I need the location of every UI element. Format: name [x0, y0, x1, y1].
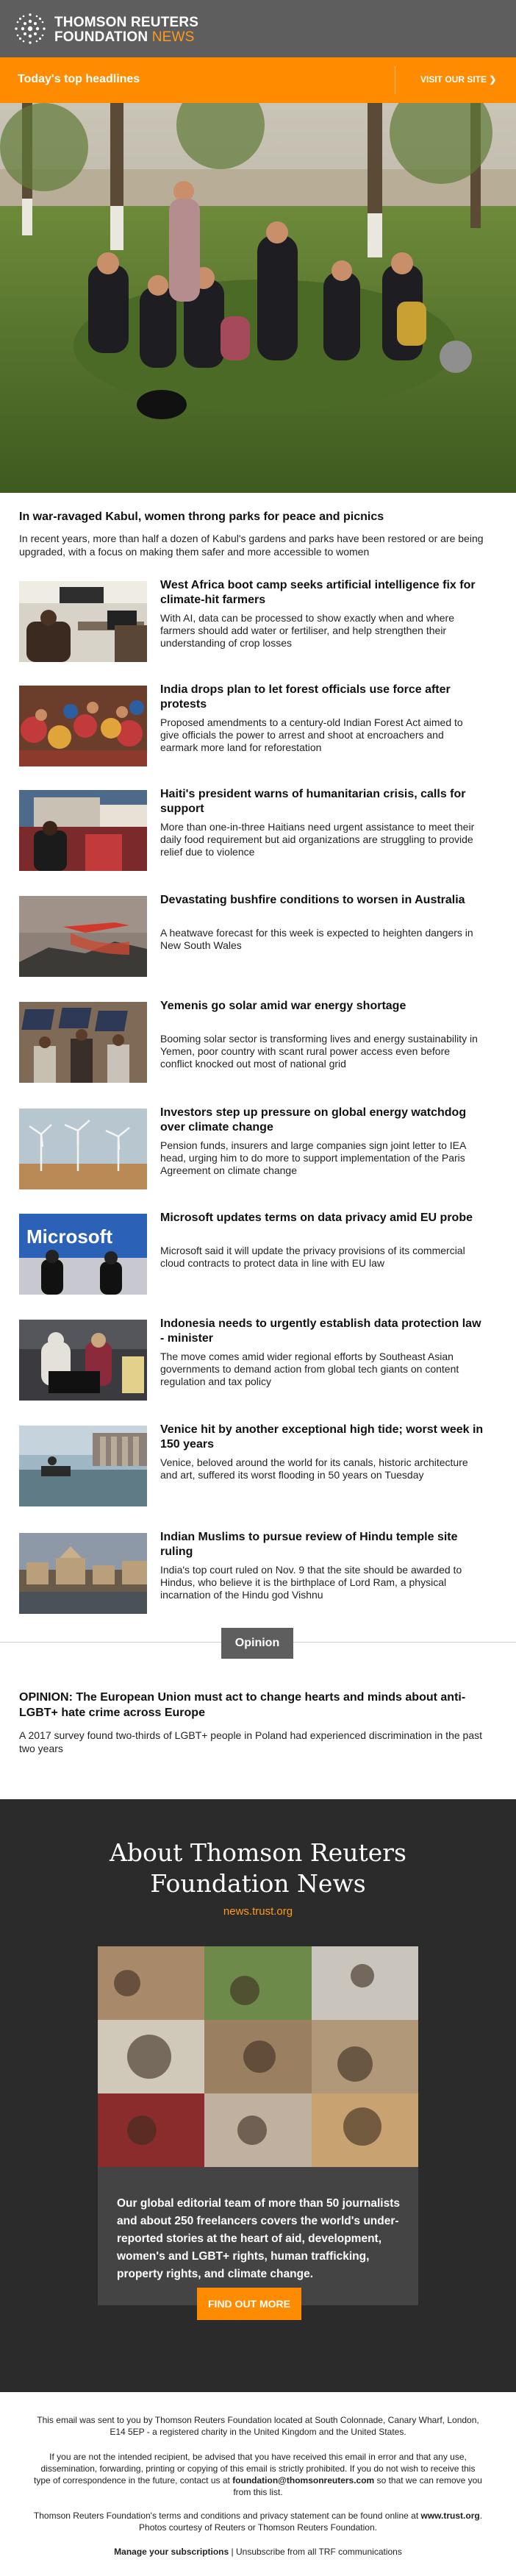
contact-email-link[interactable]: foundation@thomsonreuters.com — [232, 2475, 375, 2486]
footer-notice — [0, 2451, 516, 2498]
footer-terms-line: Thomson Reuters Foundation's terms and conditions and privacy statement can be found online at www.trust.org. — [33, 2511, 483, 2521]
hero-image[interactable] — [0, 103, 516, 493]
about-title-line-2: Foundation News — [150, 1869, 366, 1898]
trust-org-link[interactable]: www.trust.org — [420, 2511, 480, 2521]
story-item[interactable] — [19, 787, 490, 872]
hero-headline[interactable]: In war-ravaged Kabul, women throng parks for peace and picnics — [19, 510, 384, 523]
footer-separator: | — [229, 2547, 236, 2557]
story-item[interactable] — [19, 1211, 490, 1296]
story-summary: A heatwave forecast for this week is expected to heighten dangers in New South Wales — [160, 927, 473, 951]
story-summary: Proposed amendments to a century-old Indian Forest Act aimed to give officials the power to arrest and shoot at encroachers and earmark more land for reforestation — [160, 716, 463, 753]
story-title[interactable]: Devastating bushfire conditions to worsen in Australia — [160, 894, 465, 906]
story-summary: India's top court ruled on Nov. 9 that the site should be awarded to Hindus, who believe it is the birthplace of Lord Ram, a physical incarnation of the Hindu god Vishnu — [160, 1564, 462, 1601]
story-thumbnail[interactable] — [19, 1320, 147, 1401]
story-thumbnail[interactable] — [19, 896, 147, 977]
story-thumbnail[interactable] — [19, 686, 147, 766]
story-item[interactable] — [19, 683, 490, 768]
thumb-sign-text: Microsoft — [26, 1225, 112, 1248]
todays-headlines-title: Today's top headlines — [18, 73, 140, 85]
trf-logo-icon — [12, 10, 49, 47]
story-thumbnail[interactable] — [19, 581, 147, 662]
opinion-badge: Opinion — [221, 1628, 293, 1659]
story-summary: Microsoft said it will update the privacy provisions of its commercial cloud contracts to protect data in line with EU law — [160, 1245, 465, 1269]
story-item[interactable] — [19, 1423, 490, 1508]
logo-news: NEWS — [151, 29, 195, 45]
story-summary: With AI, data can be processed to show exactly when and where farmers should add water or fertiliser, and help strengthen their understanding of crop losses — [160, 612, 455, 649]
story-summary: The move comes amid wider regional efforts by Southeast Asian governments to demand action from global tech giants on content regulation and tax policy — [160, 1351, 459, 1387]
story-thumbnail[interactable] — [19, 790, 147, 871]
footer-notice-line-3: type of correspondence in the future, contact us at foundation@thomsonreuters.com so that we can remove you — [34, 2475, 482, 2486]
footer-links — [0, 2547, 516, 2557]
footer-terms — [0, 2510, 516, 2533]
footer-sender-line-1: This email was sent to you by Thomson Reuters Foundation located at South Colonnade, Canary Wharf, London, — [37, 2415, 479, 2425]
about-blurb: Our global editorial team of more than 50 journalists and about 250 freelancers covers the world's under-reported stories at the heart of aid, development, women's and LGBT+ rights, human trafficking, property rights, and climate change. — [117, 2197, 400, 2280]
story-title[interactable]: Yemenis go solar amid war energy shortage — [160, 1000, 406, 1012]
footer-sender — [0, 2414, 516, 2438]
opinion-summary: A 2017 survey found two-thirds of LGBT+ people in Poland had experienced discrimination in the past two years — [19, 1729, 482, 1754]
story-title[interactable]: Venice hit by another exceptional high tide; worst week in 150 years — [160, 1423, 484, 1451]
manage-subscriptions-link[interactable]: Manage your subscriptions — [114, 2547, 229, 2557]
story-title[interactable]: Indian Muslims to pursue review of Hindu temple site ruling — [160, 1531, 458, 1558]
about-section — [0, 1799, 516, 2392]
story-title[interactable]: Haiti's president warns of humanitarian crisis, calls for support — [160, 788, 466, 815]
about-title-line-1: About Thomson Reuters — [110, 1838, 406, 1867]
email-header — [0, 0, 516, 57]
story-summary: Pension funds, insurers and large companies sign joint letter to IEA head, urging him to do more to support implementation of the Paris Agreement on climate change — [160, 1139, 466, 1176]
story-item[interactable] — [19, 999, 490, 1084]
visit-site-link[interactable]: VISIT OUR SITE ❯ — [420, 74, 497, 85]
story-thumbnail[interactable] — [19, 1109, 147, 1189]
story-title[interactable]: India drops plan to let forest officials use force after protests — [160, 683, 451, 711]
hero-summary: In recent years, more than half a dozen of Kabul's gardens and parks have been restored or are being upgraded, with a focus on making them safer and more accessible to women — [19, 533, 484, 558]
story-title[interactable]: West Africa boot camp seeks artificial intelligence fix for climate-hit farmers — [160, 579, 476, 606]
story-title[interactable]: Microsoft updates terms on data privacy amid EU probe — [160, 1211, 473, 1224]
story-item[interactable] — [19, 1106, 490, 1191]
story-title[interactable]: Investors step up pressure on global energy watchdog over climate change — [160, 1106, 467, 1134]
footer-photo-credit: Photos courtesy of Reuters or Thomson Reuters Foundation. — [139, 2522, 377, 2533]
photo-mosaic — [98, 1946, 418, 2167]
about-site-link[interactable]: news.trust.org — [223, 1905, 293, 1918]
footer-notice-line-1: If you are not the intended recipient, be advised that you have received this email in error and that any use, — [49, 2452, 467, 2462]
story-thumbnail[interactable] — [19, 1533, 147, 1614]
story-thumbnail[interactable] — [19, 1426, 147, 1506]
opinion-headline[interactable]: OPINION: The European Union must act to change hearts and minds about anti-LGBT+ hate crime across Europe — [19, 1691, 466, 1719]
logo-line-1: THOMSON REUTERS — [54, 15, 199, 30]
logo-line-2: FOUNDATION NEWS — [54, 29, 195, 45]
footer-sender-line-2: E14 5EP - a registered charity in the United Kingdom and the United States. — [110, 2427, 406, 2437]
footer-notice-line-2: dissemination, forwarding, printing or copying of this email is strictly prohibited. If you do not wish to receive this — [40, 2463, 476, 2474]
story-summary: Booming solar sector is transforming lives and energy sustainability in Yemen, poor country with scant rural power access even before conflict knocked out most of national grid — [160, 1033, 478, 1070]
headlines-bar — [0, 57, 516, 103]
story-thumbnail[interactable] — [19, 1002, 147, 1083]
story-item[interactable] — [19, 1530, 490, 1615]
story-title[interactable]: Indonesia needs to urgently establish data protection law - minister — [160, 1317, 481, 1345]
story-summary: More than one-in-three Haitians need urgent assistance to meet their daily food requirement but aid organizations are struggling to provide relief due to violence — [160, 821, 475, 858]
about-panel — [98, 2167, 418, 2305]
unsubscribe-link[interactable]: Unsubscribe from all TRF communications — [235, 2547, 402, 2557]
story-summary: Venice, beloved around the world for its canals, historic architecture and art, suffered its worst flooding in 50 years on Tuesday — [160, 1456, 468, 1481]
trf-news-logo[interactable] — [12, 10, 232, 47]
story-item[interactable] — [19, 1317, 490, 1402]
logo-wordmark — [54, 15, 198, 45]
about-title — [0, 1837, 516, 1899]
story-thumbnail[interactable] — [19, 1214, 147, 1295]
story-item[interactable] — [19, 578, 490, 663]
story-item[interactable] — [19, 893, 490, 978]
footer-notice-line-4: from this list. — [233, 2487, 283, 2497]
find-out-more-button[interactable]: FIND OUT MORE — [197, 2288, 301, 2320]
